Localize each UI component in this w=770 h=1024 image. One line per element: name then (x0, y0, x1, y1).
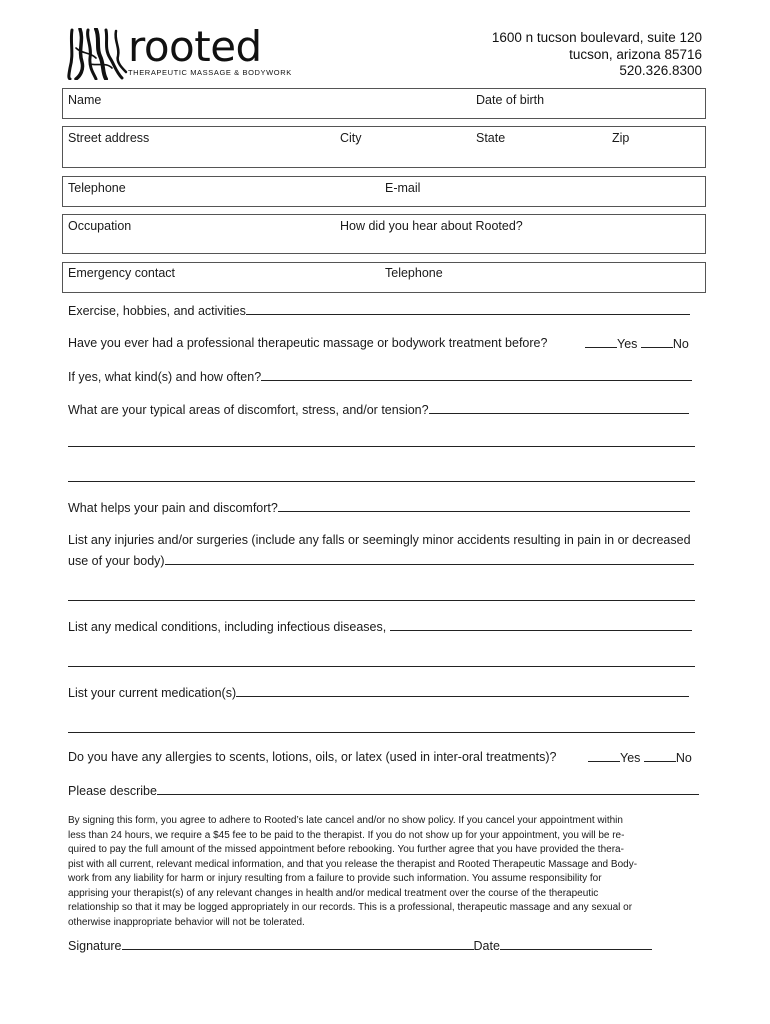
name-label: Name (68, 93, 102, 107)
dob-label: Date of birth (476, 93, 545, 107)
describe-label: Please describe (68, 784, 157, 798)
phone-number: 520.326.8300 (619, 63, 702, 78)
prior-massage-yes-no (585, 336, 689, 351)
injuries-label-line1: List any injuries and/or surgeries (include any falls or seemingly minor accidents resulting in pain in or decreased (68, 533, 691, 547)
policy-line: less than 24 hours, we require a $45 fee to be paid to the therapist. If you do not show up for your appointment, you will be re- (68, 829, 625, 841)
answer-rule[interactable] (68, 666, 695, 667)
injuries-question-cont (68, 553, 694, 568)
prior-massage-question (68, 336, 547, 350)
yes-label: Yes (620, 751, 641, 765)
no-label: No (672, 337, 689, 351)
exercise-question (68, 303, 690, 318)
emergency-contact-label: Emergency contact (68, 266, 175, 280)
yes-label: Yes (617, 337, 638, 351)
allergies-question (68, 750, 556, 764)
allergies-label: Do you have any allergies to scents, lotions, oils, or latex (used in inter-oral treatments)? (68, 750, 557, 764)
describe-question (68, 783, 699, 798)
kinds-question (68, 369, 692, 384)
logo-wordmark: rooted (128, 22, 262, 71)
injuries-question (68, 533, 691, 547)
allergies-no-blank[interactable] (644, 750, 676, 762)
signature-label: Signature (68, 939, 122, 953)
discomfort-question (68, 402, 689, 417)
name-dob-box[interactable] (62, 88, 706, 119)
emergency-box[interactable] (62, 262, 706, 293)
state-label: State (476, 131, 506, 145)
address-box[interactable] (62, 126, 706, 168)
zip-label: Zip (612, 131, 630, 145)
exercise-answer-line[interactable] (246, 303, 690, 315)
exercise-label: Exercise, hobbies, and activities (68, 304, 246, 318)
helps-answer-line[interactable] (278, 500, 690, 512)
policy-line: quired to pay the full amount of the missed appointment before rebooking. You further agree that you have provided the thera- (68, 844, 624, 855)
telephone-label: Telephone (68, 181, 126, 195)
business-address (492, 30, 702, 80)
contact-box[interactable] (62, 176, 706, 207)
prior-massage-label: Have you ever had a professional therapeutic massage or bodywork treatment before? (68, 336, 548, 350)
answer-rule[interactable] (68, 600, 695, 601)
medical-answer-line[interactable] (390, 619, 692, 631)
address-line1: 1600 n tucson boulevard, suite 120 (491, 30, 702, 45)
occupation-box[interactable] (62, 214, 706, 254)
cancellation-policy (68, 814, 708, 930)
prior-massage-no-blank[interactable] (641, 336, 673, 348)
discomfort-label: What are your typical areas of discomfort, stress, and/or tension? (68, 403, 429, 417)
injuries-answer-line[interactable] (165, 553, 694, 565)
policy-line: By signing this form, you agree to adhere to Rooted’s late cancel and/or no show policy. If you cancel your appointment within (68, 815, 623, 826)
no-label: No (675, 751, 692, 765)
kinds-answer-line[interactable] (261, 369, 692, 381)
allergies-yes-blank[interactable] (588, 750, 620, 762)
helps-label: What helps your pain and discomfort? (68, 501, 278, 515)
policy-line: apprising your therapist(s) of any relevant changes in health and/or medical treatment over the course of the therapeutic (68, 887, 599, 899)
helps-question (68, 500, 690, 515)
policy-line: otherwise inappropriate behavior will not be tolerated. (68, 916, 305, 928)
describe-answer-line[interactable] (157, 783, 699, 795)
medications-label: List your current medication(s) (68, 686, 237, 700)
medical-label: List any medical conditions, including infectious diseases, (68, 620, 387, 634)
medical-question (68, 619, 692, 634)
city-label: City (340, 131, 362, 145)
referral-label: How did you hear about Rooted? (340, 219, 523, 233)
medications-question (68, 685, 689, 700)
discomfort-answer-line[interactable] (429, 402, 689, 414)
address-line2: tucson, arizona 85716 (569, 46, 702, 62)
rooted-logo (66, 22, 292, 80)
roots-icon (66, 28, 128, 80)
logo-tagline: THERAPEUTIC MASSAGE & BODYWORK (128, 68, 292, 77)
answer-rule[interactable] (68, 732, 695, 733)
date-line[interactable] (500, 938, 652, 950)
occupation-label: Occupation (68, 219, 132, 233)
prior-massage-yes-blank[interactable] (585, 336, 617, 348)
policy-line: work from any liability for harm or injury resulting from a failure to provide such information. You assume responsibility for (68, 873, 602, 884)
medications-answer-line[interactable] (236, 685, 689, 697)
policy-line: pist with all current, relevant medical information, and that you release the therapist and Rooted Therapeutic Massage and Body- (68, 858, 638, 870)
date-label: Date (473, 939, 500, 953)
email-label: E-mail (385, 181, 421, 195)
allergies-yes-no (588, 750, 692, 765)
street-label: Street address (68, 131, 150, 145)
emergency-telephone-label: Telephone (385, 266, 443, 280)
answer-rule[interactable] (68, 446, 695, 447)
answer-rule[interactable] (68, 481, 695, 482)
signature-row (68, 938, 652, 953)
injuries-label-line2: use of your body) (68, 554, 165, 568)
policy-line: relationship so that it may be logged appropriately in our records. This is a professional, therapeutic massage and any sexual or (68, 902, 633, 913)
kinds-label: If yes, what kind(s) and how often? (68, 370, 262, 384)
signature-line[interactable] (122, 938, 474, 950)
